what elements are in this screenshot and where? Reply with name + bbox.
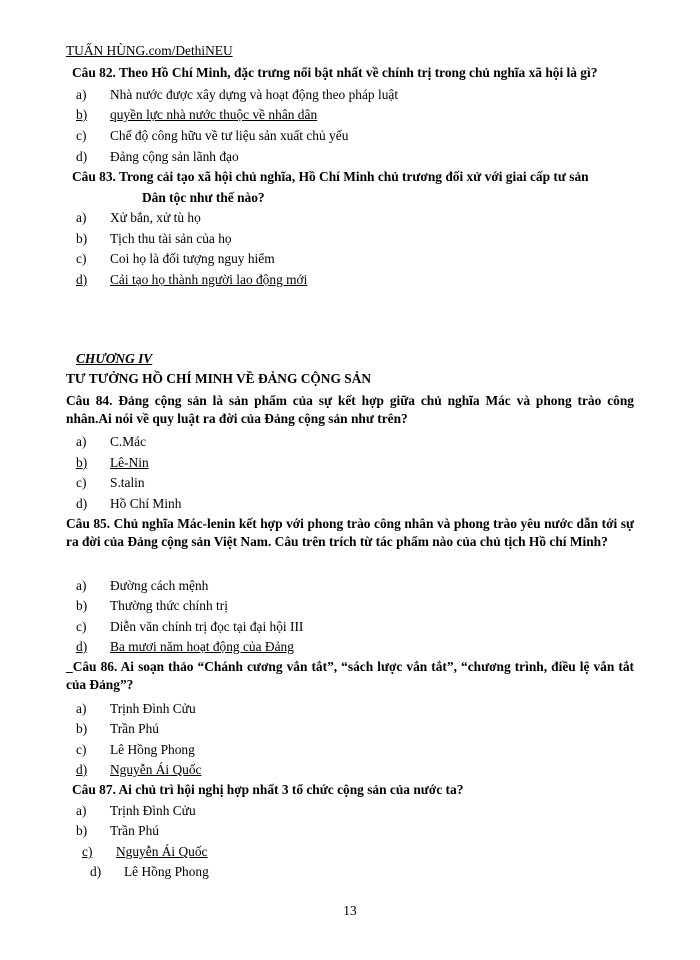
option-text: Tịch thu tài sản của họ [110, 231, 232, 246]
option-letter: c) [76, 742, 87, 757]
option-letter: c) [76, 475, 87, 490]
question-83: Câu 83. Trong cải tạo xã hội chủ nghĩa, Hồ Chí Minh chủ trương đối xử với giai cấp tư sản [72, 169, 589, 184]
option-letter-answer: d) [76, 639, 88, 654]
chapter-label: CHƯƠNG IV [76, 351, 153, 366]
option-text: C.Mác [110, 434, 147, 449]
option-letter: d) [76, 149, 88, 164]
option-letter: b) [76, 598, 88, 613]
option-letter: d) [90, 864, 102, 879]
option-text: Xử bắn, xử tù họ [110, 210, 201, 225]
question-87: Câu 87. Ai chủ trì hội nghị hợp nhất 3 tổ chức cộng sản của nước ta? [72, 782, 464, 797]
question-85: Câu 85. Chủ nghĩa Mác-lenin kết hợp với phong trào công nhân và phong trào yêu nước dẫn tới sự ra đời của Đảng cộng sản Việt Nam. Câu trên trích từ tác phẩm nào của chủ tịch Hồ chí Minh? [66, 516, 634, 549]
option-letter: b) [76, 721, 88, 736]
option-text: Trịnh Đình Cửu [110, 701, 196, 716]
option-letter: a) [76, 701, 87, 716]
option-text-answer: Nguyễn Ái Quốc [116, 844, 208, 859]
option-text-answer: Cải tạo họ thành người lao động mới [110, 272, 308, 287]
option-letter-answer: d) [76, 762, 88, 777]
option-letter: b) [76, 823, 88, 838]
option-text-answer: Lê-Nin [110, 455, 149, 470]
option-text: Trịnh Đình Cửu [110, 803, 196, 818]
chapter-title: TƯ TƯỞNG HỒ CHÍ MINH VỀ ĐẢNG CỘNG SẢN [66, 371, 372, 386]
option-letter: a) [76, 578, 87, 593]
option-text: Trần Phú [110, 823, 159, 838]
option-letter: c) [76, 251, 87, 266]
page-header: TUẤN HÙNG.com/DethiNEU [66, 43, 233, 58]
option-text: Lê Hồng Phong [124, 864, 209, 879]
option-letter-answer: b) [76, 107, 88, 122]
option-letter: c) [76, 619, 87, 634]
question-84: Câu 84. Đảng cộng sản là sản phẩm của sự kết hợp giữa chủ nghĩa Mác và phong trào công nhân.Ai nói về quy luật ra đời của Đảng cộng sản như trên? [66, 393, 634, 426]
option-letter: c) [76, 128, 87, 143]
option-letter: a) [76, 434, 87, 449]
question-82: Câu 82. Theo Hồ Chí Minh, đặc trưng nổi bật nhất về chính trị trong chủ nghĩa xã hội là gì? [72, 65, 598, 80]
option-text: Coi họ là đối tượng nguy hiểm [110, 251, 275, 266]
option-text: Nhà nước được xây dựng và hoạt động theo pháp luật [110, 87, 399, 102]
question-86: _Câu 86. Ai soạn thảo “Chánh cương vắn tắt”, “sách lược vắn tắt”, “chương trình, điều lệ vắn tắt của Đảng”? [66, 659, 634, 692]
option-letter-answer: c) [82, 844, 93, 859]
option-letter-answer: d) [76, 272, 88, 287]
option-text: Đường cách mệnh [110, 578, 209, 593]
option-text: Đảng cộng sản lãnh đạo [110, 149, 239, 164]
option-text: Trần Phú [110, 721, 159, 736]
page-number: 13 [343, 903, 357, 918]
option-text: Thường thức chính trị [110, 598, 228, 613]
option-letter: a) [76, 803, 87, 818]
option-text: Hồ Chí Minh [110, 496, 182, 511]
option-letter: d) [76, 496, 88, 511]
option-letter: a) [76, 210, 87, 225]
option-letter-answer: b) [76, 455, 88, 470]
option-letter: b) [76, 231, 88, 246]
option-text-answer: Ba mươi năm hoạt động của Đảng [110, 639, 294, 654]
option-text-answer: quyền lực nhà nước thuộc về nhân dân [110, 107, 318, 122]
option-text-answer: Nguyễn Ái Quốc [110, 762, 202, 777]
option-text: Chế độ công hữu về tư liệu sản xuất chủ yếu [110, 128, 349, 143]
option-text: Diễn văn chính trị đọc tại đại hội III [110, 619, 304, 634]
option-text: S.talin [110, 475, 145, 490]
option-letter: a) [76, 87, 87, 102]
question-83-line2: Dân tộc như thế nào? [142, 190, 265, 205]
option-text: Lê Hồng Phong [110, 742, 195, 757]
